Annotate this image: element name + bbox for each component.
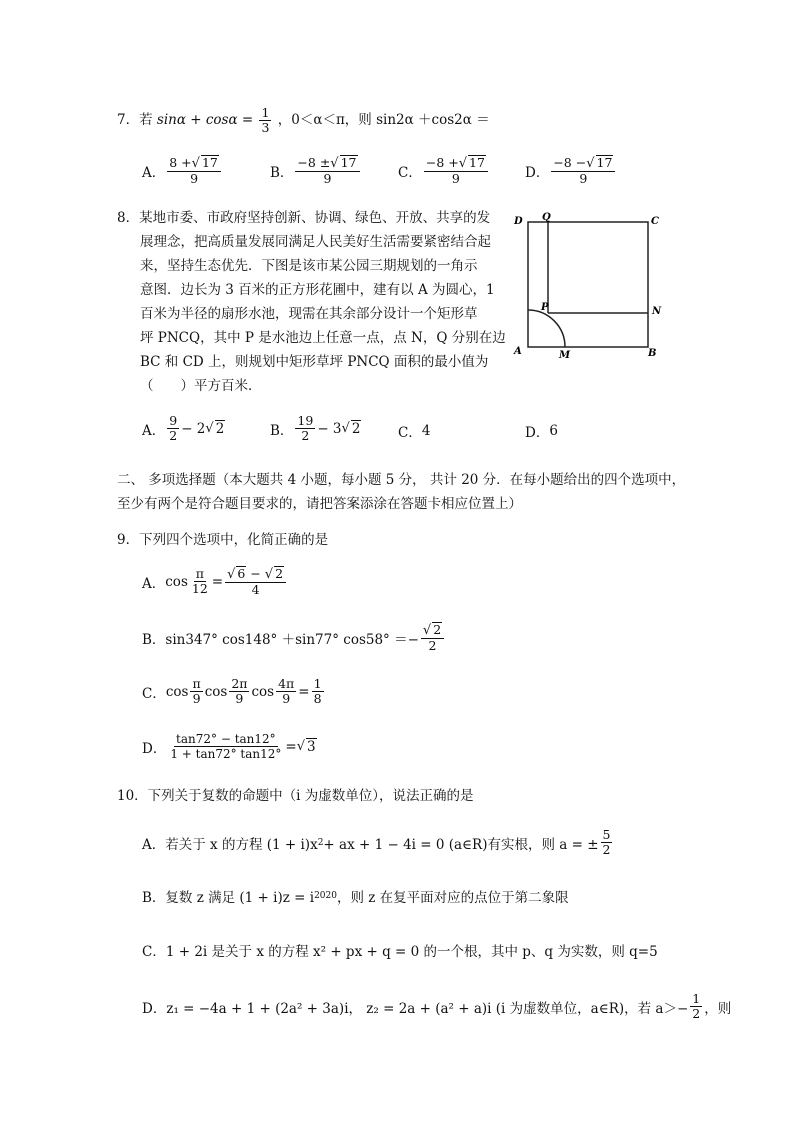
q7-option-d: D． $\frac{-8 -√ 17}{9}$ xyxy=(525,155,617,186)
q8-line: 展理念，把高质量发展同满足人民美好生活需要紧密结合起 xyxy=(140,234,491,250)
q10-option-b: B． 复数 z 满足 (1 + i)z = i 2020 ，则 z 在复平面对应的点位于第二象限 xyxy=(142,890,569,906)
q8-option-c: C． 4 xyxy=(398,423,431,441)
q10-stem: 10．下列关于复数的命题中（i 为虚数单位），说法正确的是 xyxy=(117,788,474,804)
q8-line: 来，坚持生态优先．下图是该市某公园三期规划的一角示 xyxy=(140,258,478,274)
label-n: N xyxy=(652,306,662,317)
q8-option-d: D． 6 xyxy=(525,423,558,441)
label-c: C xyxy=(651,216,659,227)
q10-option-a: A． 若关于 x 的方程 (1 + i)x 2 + ax + 1 − 4i = 0 (a∈R)有实根，则 a = ± $\frac{5}{2}$ xyxy=(142,827,611,857)
label-q: Q xyxy=(542,212,551,223)
label-d: D xyxy=(514,216,523,227)
q8-line: 8．某地市委、市政府坚持创新、协调、绿色、开放、共享的发 xyxy=(117,210,491,226)
q8-line: （ ）平方百米． xyxy=(140,378,262,394)
q8-line: 坪 PNCQ，其中 P 是水池边上任意一点，点 N，Q 分别在边 xyxy=(140,330,506,346)
label-b: B xyxy=(648,348,657,359)
q8-line: 意图．边长为 3 百米的正方形花圃中，建有以 A 为圆心，1 xyxy=(140,282,495,298)
section2-header: 二、 多项选择题（本大题共 4 小题，每小题 5 分， 共计 20 分．在每小题给出的四个选项中， xyxy=(117,472,686,488)
q8-line: 百米为半径的扇形水池，现需在其余部分设计一个矩形草 xyxy=(140,306,478,322)
q10-option-c: C． 1 + 2i 是关于 x 的方程 x² + px + q = 0 的一个根，其中 p、q 为实数，则 q=5 xyxy=(142,944,658,960)
q8-figure xyxy=(508,210,668,365)
label-p: P xyxy=(541,302,549,313)
section2-subheader: 至少有两个是符合题目要求的，请把答案添涂在答题卡相应位置上） xyxy=(117,496,522,512)
q10-option-d: D． z₁ = −4a + 1 + (2a² + 3a)i， z₂ = 2a + (a² + a)i (i 为虚数单位，a∈R)，若 a＞− $\frac{1}{2}$ ，则 xyxy=(142,991,732,1021)
q7-option-a: A． $\frac{8 +√ 17}{9}$ xyxy=(142,155,223,186)
q7-option-b: B． $\frac{-8 \pm√ 17}{9}$ xyxy=(270,155,362,186)
q9-option-b: B． sin347° cos148° ＋sin77° cos58° ＝− $\frac{√ 2}{2}$ xyxy=(142,622,446,653)
q9-option-c: C． cos $\frac{\pi}{9}$ cos $\frac{2\pi}{9}$ cos $\frac{4\pi}{9}$ = $\frac{1}{8}$ xyxy=(142,676,322,706)
q9-option-a: A． cos $\frac{\pi}{12}$ = $\frac{√ 6 - √ 2}{4}$ xyxy=(142,566,288,597)
label-a: A xyxy=(514,346,522,357)
q8-option-b: B． $\frac{19}{2}$ − 3 √ 2 xyxy=(270,413,361,443)
square-abcd xyxy=(528,222,648,347)
arc-quarter-circle xyxy=(528,310,565,347)
q8-option-a: A． $\frac{9}{2}$ − 2 √ 2 xyxy=(142,413,225,443)
q7-stem: 7．若 sinα + cosα = $\frac{1}{3}$ ，0＜α＜π，则 sin2α ＋cos2α ＝ xyxy=(117,105,490,135)
q7-option-c: C． $\frac{-8 +√ 17}{9}$ xyxy=(398,155,490,186)
q9-stem: 9．下列四个选项中，化简正确的是 xyxy=(117,532,329,548)
q9-option-d: D． $\frac{\tan 72^\circ - \tan 12^\circ}{1 + \tan 72^\circ \tan 12^\circ}$ = √ 3 xyxy=(142,732,316,761)
label-m: M xyxy=(559,350,571,361)
q8-line: BC 和 CD 上，则规划中矩形草坪 PNCQ 面积的最小值为 xyxy=(140,354,489,370)
